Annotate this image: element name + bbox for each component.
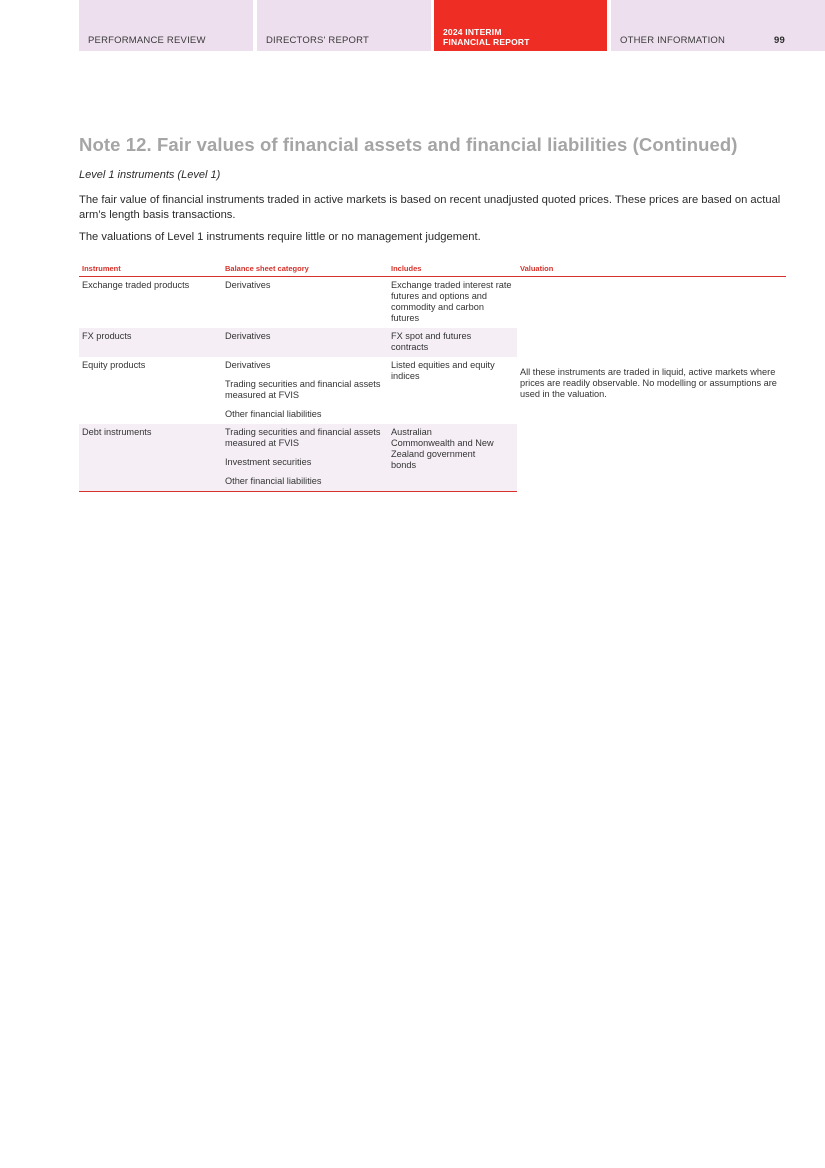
category-item: Other financial liabilities <box>225 476 322 486</box>
table-row <box>79 277 786 329</box>
includes-cell: Exchange traded interest rate futures and options and commodity and carbon futures <box>391 280 512 323</box>
section-subtitle: Level 1 instruments (Level 1) <box>79 169 221 181</box>
includes-cell: Australian Commonwealth and New Zealand government bonds <box>388 424 517 492</box>
category-item: Derivatives <box>225 331 271 341</box>
includes-cell: Listed equities and equity indices <box>391 360 495 381</box>
instrument-cell: FX products <box>79 328 222 357</box>
tab-other-information[interactable] <box>611 0 825 51</box>
valuation-cell: All these instruments are traded in liquid, active markets where prices are readily observable. No modelling or assumptions are used in the valuation. <box>517 277 786 492</box>
category-item: Derivatives <box>225 360 271 370</box>
judgement-paragraph: The valuations of Level 1 instruments require little or no management judgement. <box>79 231 481 243</box>
category-cell <box>222 357 388 424</box>
includes-cell: FX spot and futures contracts <box>388 328 517 357</box>
header-instrument: Instrument <box>79 260 222 277</box>
header-balance-sheet-category: Balance sheet category <box>222 260 388 277</box>
tab-label-line1: 2024 INTERIM <box>443 27 502 37</box>
category-item: Trading securities and financial assets measured at FVIS <box>225 379 381 400</box>
category-item: Other financial liabilities <box>225 409 322 419</box>
intro-paragraph: The fair value of financial instruments traded in active markets is based on recent unadjusted quoted prices. These prices are based on actual arm’s length basis transactions. <box>79 194 781 221</box>
tab-label: DIRECTORS' REPORT <box>266 35 370 46</box>
top-navigation <box>79 0 825 51</box>
instrument-cell: Debt instruments <box>79 424 222 492</box>
level1-instruments-table <box>79 260 786 492</box>
header-includes: Includes <box>388 260 517 277</box>
category-cell <box>222 277 388 329</box>
tab-label <box>443 27 530 47</box>
instrument-cell: Exchange traded products <box>82 280 190 290</box>
tab-performance-review[interactable] <box>79 0 253 51</box>
page-number: 99 <box>774 35 785 46</box>
category-item: Investment securities <box>225 457 312 467</box>
category-item: Derivatives <box>225 280 271 290</box>
category-item: Trading securities and financial assets measured at FVIS <box>225 427 381 448</box>
header-valuation: Valuation <box>517 260 786 277</box>
tab-interim-financial-report[interactable] <box>434 0 607 51</box>
tab-label: PERFORMANCE REVIEW <box>88 35 206 46</box>
tab-label-line2: FINANCIAL REPORT <box>443 37 530 47</box>
tab-label: OTHER INFORMATION <box>620 35 726 46</box>
tab-directors-report[interactable] <box>257 0 431 51</box>
category-cell <box>222 328 388 357</box>
page-title: Note 12. Fair values of financial assets and financial liabilities (Continued) <box>79 134 738 155</box>
instrument-cell: Equity products <box>82 360 146 370</box>
category-cell <box>222 424 388 492</box>
table-header-row <box>79 260 786 277</box>
